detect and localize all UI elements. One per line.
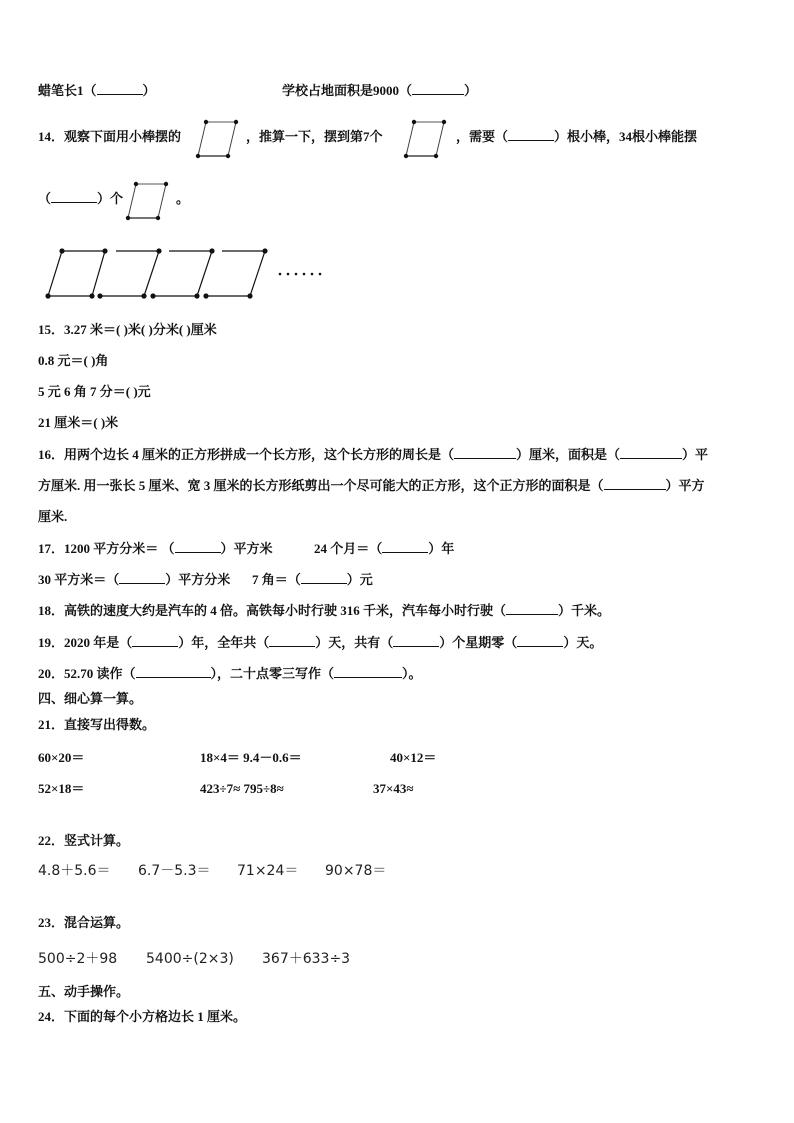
q16-text: ）平 xyxy=(682,447,709,462)
q19-text: 19．2020 年是（ xyxy=(38,635,133,650)
answer-blank[interactable] xyxy=(132,634,178,647)
q14-text: 观察下面用小棒摆的 xyxy=(64,129,182,144)
crayon-label: 蜡笔长1（ xyxy=(38,83,97,98)
q14-text: ）个 xyxy=(97,191,124,206)
q17-line2 xyxy=(38,571,230,589)
q16-text: ）平方 xyxy=(665,478,705,493)
q14-line1 xyxy=(38,128,181,146)
q16-line3: 厘米. xyxy=(38,509,68,524)
q23-item-2: 5400÷(2×3) xyxy=(146,951,234,967)
q21-title: 21．直接写出得数。 xyxy=(38,717,156,732)
q16-line1 xyxy=(38,446,708,464)
answer-blank[interactable] xyxy=(334,665,402,678)
q20-text: ），二十点零三写作（ xyxy=(210,666,335,681)
q14-line1c xyxy=(456,128,697,146)
q19-text: ）天。 xyxy=(563,635,603,650)
close-paren: ） xyxy=(464,83,478,98)
school-label: 学校占地面积是9000（ xyxy=(282,83,413,98)
answer-blank[interactable] xyxy=(301,571,347,584)
q14-text: 。 xyxy=(176,191,190,206)
q17-text: ）元 xyxy=(346,572,373,587)
q22-item-1: 4.8＋5.6＝ xyxy=(38,863,111,879)
answer-blank[interactable] xyxy=(454,446,516,459)
q13-crayon-line xyxy=(38,82,156,100)
answer-blank[interactable] xyxy=(382,540,428,553)
q17-text: ）平方米 xyxy=(220,541,273,556)
answer-blank[interactable] xyxy=(175,540,221,553)
q17-text: ）年 xyxy=(428,541,455,556)
answer-blank[interactable] xyxy=(136,665,211,678)
parallelogram-icon xyxy=(122,180,174,222)
q23-item-3: 367＋633÷3 xyxy=(262,951,351,967)
q14-period xyxy=(176,190,189,208)
parallelogram-icon xyxy=(400,118,452,160)
q17-text: ）平方分米 xyxy=(165,572,231,587)
q14-text: ）根小棒，34根小棒能摆 xyxy=(554,129,698,144)
q17-text: 30 平方米＝（ xyxy=(38,572,120,587)
q19-line xyxy=(38,634,602,652)
q22-item-3: 71×24＝ xyxy=(237,863,299,879)
q18-text: 18．高铁的速度大约是汽车的 4 倍。高铁每小时行驶 316 千米，汽车每小时行驶（ xyxy=(38,603,507,618)
q21-r1-c1: 60×20＝ xyxy=(38,750,85,765)
q17-line1 xyxy=(38,540,273,558)
answer-blank[interactable] xyxy=(97,82,143,95)
q15-line2: 0.8 元＝( )角 xyxy=(38,353,109,368)
answer-blank[interactable] xyxy=(412,82,464,95)
q21-r2-c1: 52×18＝ xyxy=(38,781,85,796)
q15-line4: 21 厘米＝( )米 xyxy=(38,415,119,430)
q18-text: ）千米。 xyxy=(558,603,611,618)
q14-line1b xyxy=(246,128,383,146)
q17-text: 17．1200 平方分米＝ （ xyxy=(38,541,175,556)
answer-blank[interactable] xyxy=(620,446,682,459)
q21-r1-c3: 40×12＝ xyxy=(390,750,437,765)
section-5-title: 五、动手操作。 xyxy=(38,984,130,999)
q15-line3: 5 元 6 角 7 分＝( )元 xyxy=(38,384,151,399)
answer-blank[interactable] xyxy=(604,477,666,490)
q23-title: 23．混合运算。 xyxy=(38,915,130,930)
q18-line xyxy=(38,602,610,620)
open-paren: （ xyxy=(38,191,52,206)
section-4-title: 四、细心算一算。 xyxy=(38,691,143,706)
q17-line1-right xyxy=(314,540,454,558)
q14-line2 xyxy=(38,190,123,208)
q21-r2-c3: 37×43≈ xyxy=(373,781,414,796)
q14-text: ，需要（ xyxy=(456,129,509,144)
parallelogram-sequence-figure xyxy=(40,244,340,302)
q22-title: 22．竖式计算。 xyxy=(38,833,130,848)
q19-text: ）年，全年共（ xyxy=(178,635,270,650)
answer-blank[interactable] xyxy=(508,128,554,141)
close-paren: ） xyxy=(142,83,156,98)
answer-blank[interactable] xyxy=(51,190,97,203)
answer-blank[interactable] xyxy=(393,634,439,647)
q21-r2-c2: 423÷7≈ 795÷8≈ xyxy=(200,781,284,796)
q16-text: ）厘米，面积是（ xyxy=(516,447,621,462)
q22-item-2: 6.7－5.3＝ xyxy=(138,863,211,879)
question-number: 14． xyxy=(38,129,65,144)
q17-text: 7 角＝（ xyxy=(252,572,301,587)
q16-text: 方厘米. 用一张长 5 厘米、宽 3 厘米的长方形纸剪出一个尽可能大的正方形，这个正方形的面积是（ xyxy=(38,478,604,493)
parallelogram-icon xyxy=(192,118,244,160)
q19-text: ）个星期零（ xyxy=(439,635,518,650)
answer-blank[interactable] xyxy=(119,571,165,584)
q13-school-line xyxy=(282,82,477,100)
answer-blank[interactable] xyxy=(517,634,563,647)
q23-item-1: 500÷2＋98 xyxy=(38,951,118,967)
q24-title: 24．下面的每个小方格边长 1 厘米。 xyxy=(38,1009,247,1024)
q17-text: 24 个月＝（ xyxy=(314,541,383,556)
answer-blank[interactable] xyxy=(506,602,558,615)
q14-text: ，推算一下，摆到第7个 xyxy=(246,129,383,144)
q20-text: ）。 xyxy=(402,666,422,681)
q17-line2-right xyxy=(252,571,373,589)
q16-text: 16．用两个边长 4 厘米的正方形拼成一个长方形，这个长方形的周长是（ xyxy=(38,447,455,462)
q20-line xyxy=(38,665,422,683)
q19-text: ）天，共有（ xyxy=(315,635,394,650)
answer-blank[interactable] xyxy=(269,634,315,647)
q22-item-4: 90×78＝ xyxy=(325,863,387,879)
q20-text: 20．52.70 读作（ xyxy=(38,666,136,681)
q16-line2 xyxy=(38,477,705,495)
q21-r1-c2: 18×4＝ 9.4－0.6＝ xyxy=(200,750,302,765)
q15-line1: 15．3.27 米＝( )米( )分米( )厘米 xyxy=(38,322,217,337)
